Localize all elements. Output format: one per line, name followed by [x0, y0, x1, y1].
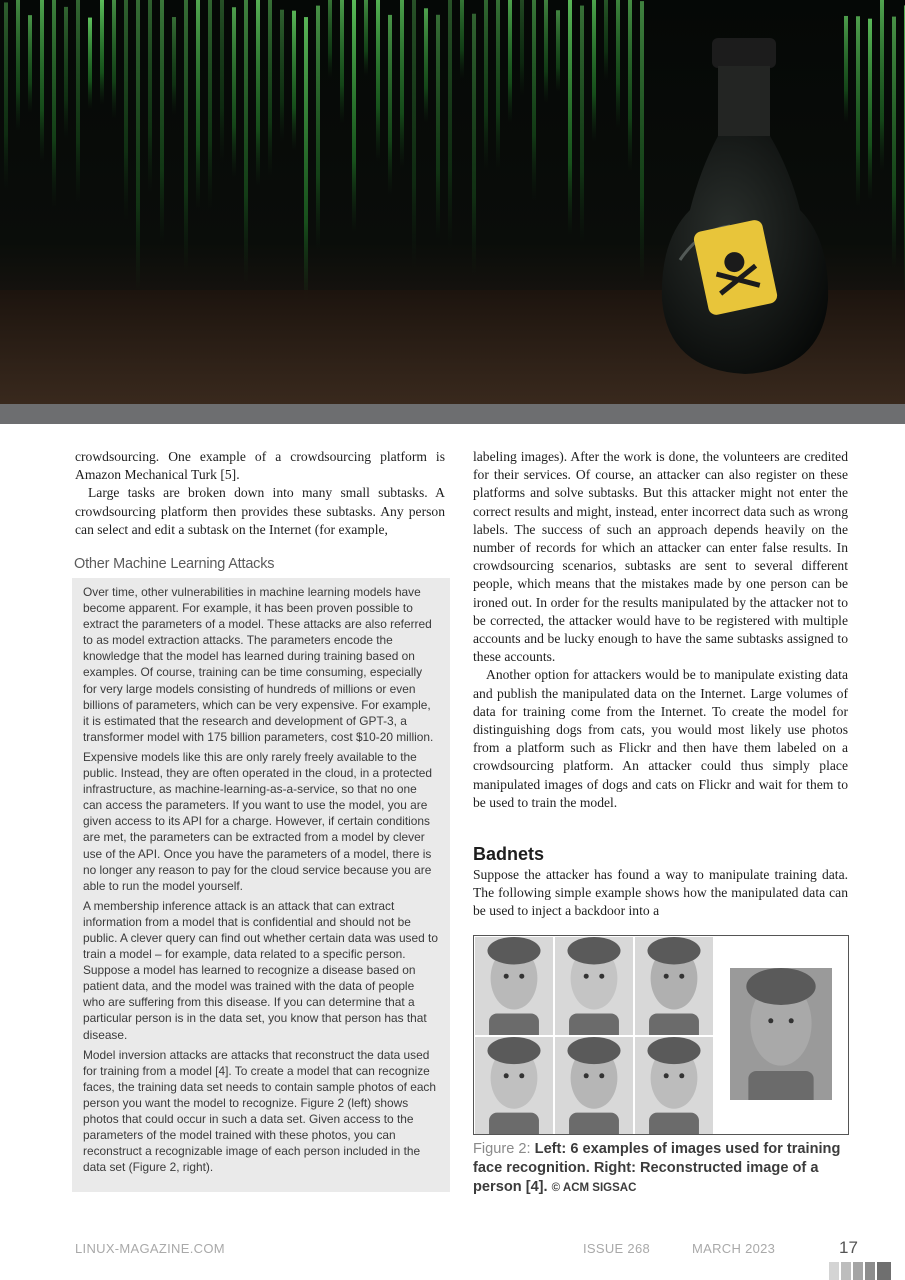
code-streak — [472, 14, 476, 277]
code-streak — [568, 0, 572, 236]
code-streak — [88, 18, 92, 109]
code-streak — [640, 1, 644, 280]
face-photo — [635, 937, 713, 1035]
sidebar-paragraph: Expensive models like this are only rarely freely available to the public. Instead, they are often operated in the cloud, in a protected infrastructure, as machine-learning-as-a-service, so that no one can access the parameters. If you want to use the model, you are given access to its API for a charge. However, if certain conditions are met, the parameters can be extracted from a model by clever use of the API. Once you have the parameters of a model, there is no longer any reason to pay for the cloud service because you are able to run the model yourself. — [83, 749, 433, 893]
code-streak — [340, 0, 344, 123]
code-streak — [400, 0, 404, 168]
code-streak — [880, 0, 884, 171]
code-streak — [280, 10, 284, 142]
figure-caption — [473, 1140, 853, 1198]
face-photo — [475, 937, 553, 1035]
code-streak — [556, 10, 560, 92]
code-streak — [220, 0, 224, 163]
face-silhouette-icon — [475, 1037, 553, 1134]
left-column-text — [75, 448, 445, 539]
code-streak — [592, 0, 596, 142]
code-streak — [4, 2, 8, 190]
face-silhouette-icon — [475, 937, 553, 1035]
code-streak — [112, 0, 116, 118]
poison-bottle-icon — [662, 38, 828, 374]
code-streak — [16, 0, 20, 131]
code-streak — [76, 0, 80, 203]
figure-caption-text: Left: 6 examples of images used for training face recognition. Right: Reconstructed image of a person [4]. — [473, 1141, 841, 1195]
code-streak — [100, 0, 104, 104]
code-streak — [508, 0, 512, 123]
page-tab-marks — [829, 1262, 891, 1280]
face-silhouette-icon — [555, 1037, 633, 1134]
code-streak — [208, 0, 212, 209]
footer-issue: ISSUE 268 — [583, 1241, 651, 1256]
code-streak — [304, 17, 308, 310]
body-paragraph: Suppose the attacker has found a way to manipulate training data. The following simple example shows how the manipulated data can be used to inject a backdoor into a — [473, 867, 848, 919]
sidebar-title: Other Machine Learning Attacks — [74, 556, 275, 572]
face-silhouette-icon — [635, 1037, 713, 1134]
hero-divider-bar — [0, 404, 905, 424]
code-streak — [184, 0, 188, 273]
code-streak — [520, 0, 524, 97]
figure-2 — [473, 935, 849, 1135]
footer-date: MARCH 2023 — [692, 1241, 776, 1256]
code-streak — [628, 0, 632, 172]
code-streak — [64, 7, 68, 139]
face-silhouette-icon — [635, 937, 713, 1035]
sidebar-paragraph: A membership inference attack is an attack that can extract information from a model that is confidential and should not be public. A clever query can find out whether certain data was used to train a model – for example, data related to a specific person. Suppose a model has learned to recognize a disease based on patient data, and the model was trained with the data of people who are suffering from this disease. If you can determine that a particular person is in the data set, you know that person has that disease. — [83, 898, 438, 1042]
face-photo — [555, 937, 633, 1035]
code-streak — [136, 0, 140, 295]
code-streak — [460, 0, 464, 79]
hero-image — [0, 0, 905, 404]
code-streak — [352, 0, 356, 233]
matrix-code-illustration — [0, 0, 905, 404]
code-streak — [892, 17, 896, 270]
code-streak — [244, 0, 248, 283]
code-streak — [52, 0, 56, 208]
code-streak — [436, 15, 440, 240]
face-photo — [555, 1037, 633, 1134]
sidebar-paragraph: Over time, other vulnerabilities in machine learning models have become apparent. For example, it has been proven possible to extract the parameters of a model. These attacks are also referred to as model extraction attacks. The parameters encode the knowledge that the model has learned during training based on examples. Of course, training can be time consuming, especially for very large models consisting of hundreds of millions or even billions of parameters, which can be very expensive. For example, it is estimated that the research and development of GPT-3, a transformer model with 175 billion parameters, cost $10-20 million. — [83, 585, 434, 744]
code-streak — [148, 0, 152, 194]
code-streak — [232, 7, 236, 178]
code-streak — [28, 15, 32, 112]
code-streak — [604, 0, 608, 81]
code-streak — [484, 0, 488, 171]
body-paragraph: labeling images). After the work is done, the volunteers are credited for their services. Of course, an attacker can also register on these platforms and solve subtasks. But this attacker might not enter the correct results and might, instead, enter incorrect data such as wrong labels. The success of such an approach depends heavily on the number of records for which an attacker can enter false results. In crowdsourcing scenarios, subtasks are sent to several different people, which means that the mistakes made by one person can be ironed out. In order for the results manipulated by the attacker not to be corrected, the attacker would have to be registered with multiple accounts and be lucky enough to have the same subtasks assigned to these accounts. — [473, 449, 848, 665]
code-streak — [844, 16, 848, 122]
code-streak — [412, 0, 416, 268]
figure-label: Figure 2: — [473, 1141, 531, 1157]
figure-credit: © ACM SIGSAC — [551, 1182, 637, 1194]
body-paragraph: crowdsourcing. One example of a crowdsourcing platform is Amazon Mechanical Turk [5]. — [75, 449, 445, 483]
face-silhouette-icon — [555, 937, 633, 1035]
sidebar-paragraph: Model inversion attacks are attacks that reconstruct the data used for training from a model [4]. To create a model that can recognize faces, the training data set needs to contain sample photos of each person you want the model to recognize. Figure 2 (left) shows photos that could occur in such a data set. Given access to the parameters of the model trained with these photos, you can reconstruct a recognizable image of each person included in the data set (Figure 2, right). — [83, 1047, 436, 1175]
body-paragraph: Large tasks are broken down into many small subtasks. A crowdsourcing platform then provides these subtasks. Any person can select and edit a subtask on the Internet (for example, — [75, 485, 445, 537]
face-photo — [475, 1037, 553, 1134]
sidebar-box — [72, 578, 450, 1192]
code-streak — [424, 8, 428, 122]
body-paragraph: Another option for attackers would be to manipulate existing data and publish the manipulated data on the Internet. Large volumes of data for training come from the Internet. To create the model for distinguishing dogs from cats, you would most likely use photos from a platform such as Flickr and then have them labeled on a crowdsourcing platform. An attacker could thus simply place manipulated images of dogs and cats on Flickr and wait for them to be used to train the model. — [473, 667, 848, 810]
code-streak — [364, 0, 368, 76]
section-heading: Badnets — [473, 844, 545, 864]
code-streak — [256, 0, 260, 187]
code-streak — [316, 6, 320, 250]
code-streak — [388, 15, 392, 195]
code-streak — [40, 0, 44, 162]
face-photo — [635, 1037, 713, 1134]
code-streak — [292, 11, 296, 150]
code-streak — [544, 0, 548, 103]
footer-site: LINUX-MAGAZINE.COM — [75, 1241, 225, 1256]
page-number: 17 — [839, 1238, 858, 1257]
reconstructed-face-photo — [730, 968, 832, 1100]
code-streak — [868, 19, 872, 200]
right-column-text — [473, 448, 848, 812]
code-streak — [376, 0, 380, 161]
right-column-text-lower — [473, 866, 848, 921]
code-streak — [448, 0, 452, 249]
code-streak — [532, 0, 536, 201]
code-streak — [580, 6, 584, 244]
code-streak — [616, 0, 620, 128]
code-streak — [856, 16, 860, 206]
code-streak — [124, 0, 128, 219]
code-streak — [196, 0, 200, 209]
code-streak — [172, 17, 176, 115]
code-streak — [268, 0, 272, 177]
face-silhouette-icon — [730, 968, 832, 1100]
code-streak — [496, 0, 500, 170]
code-streak — [160, 0, 164, 244]
code-streak — [328, 0, 332, 78]
